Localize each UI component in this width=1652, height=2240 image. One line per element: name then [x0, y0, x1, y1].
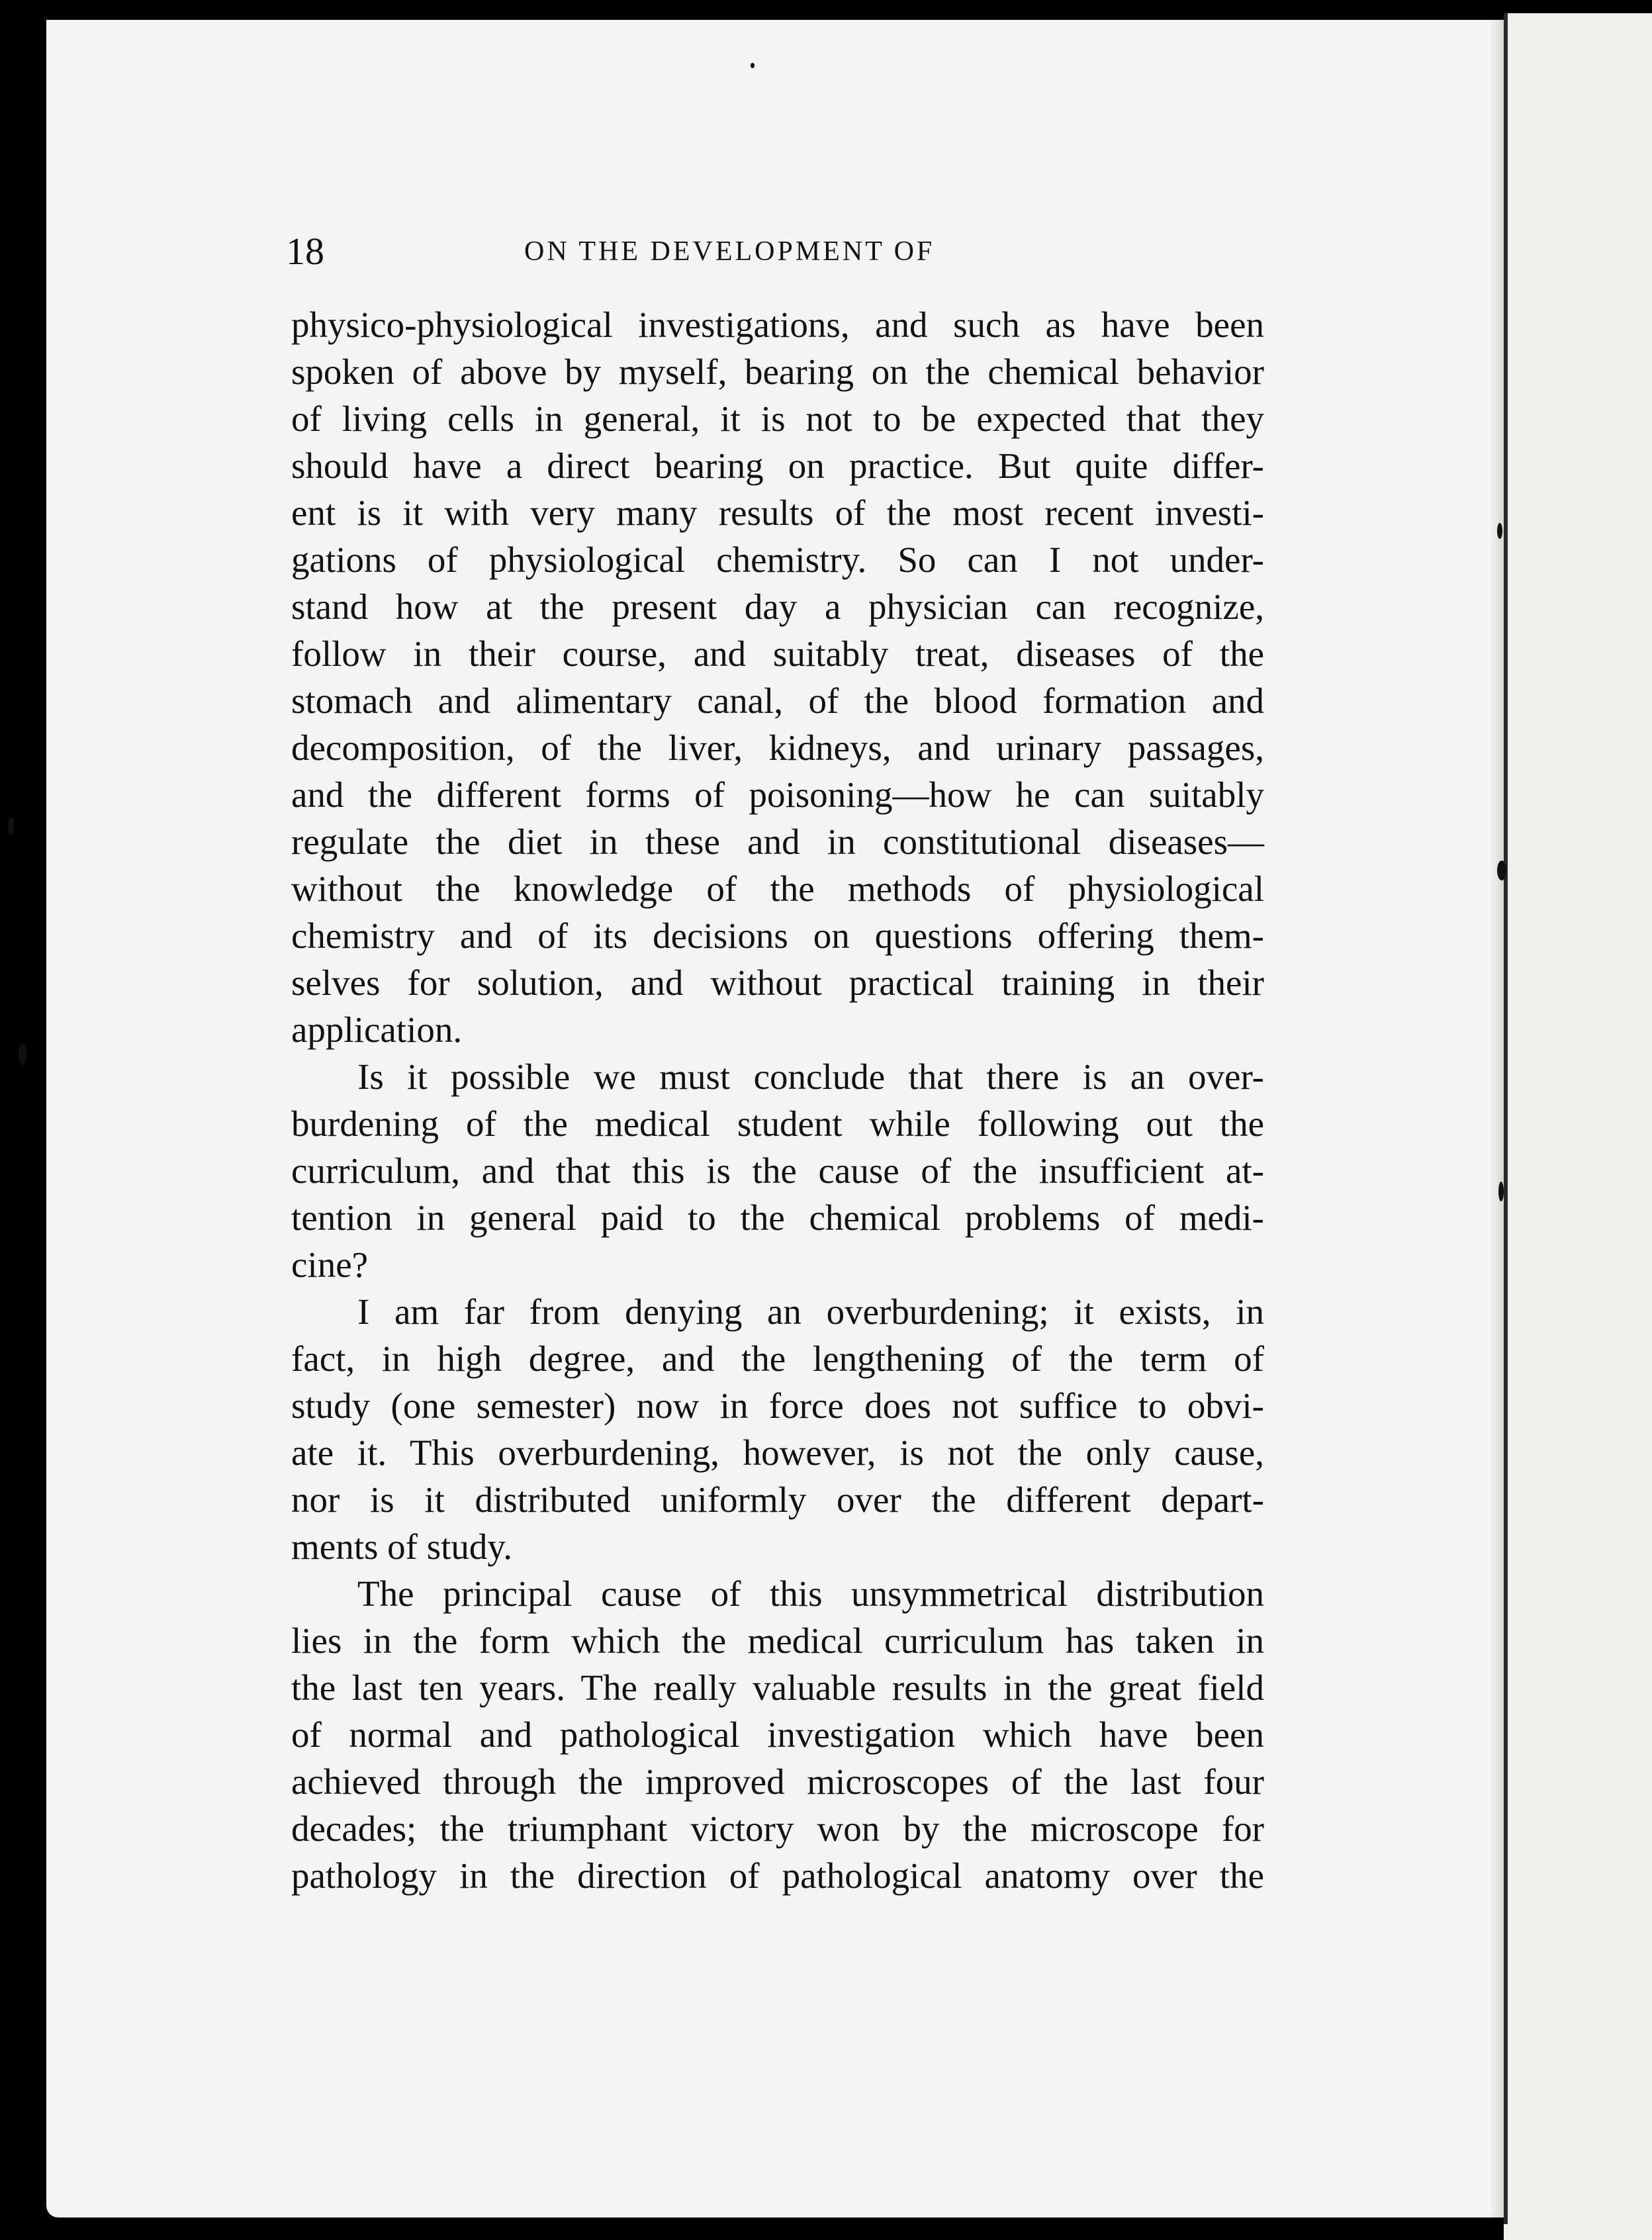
running-head-title: ON THE DEVELOPMENT OF [524, 236, 935, 267]
text-line: without the knowledge of the methods of physiological [291, 868, 1264, 909]
text-line: decades; the triumphant victory won by the microscope for [291, 1808, 1264, 1849]
paragraph [291, 1288, 1264, 1570]
page-number: 18 [286, 230, 324, 273]
running-head [286, 225, 1252, 278]
text-line: of normal and pathological investigation which have been [291, 1714, 1264, 1755]
text-line: decomposition, of the liver, kidneys, and urinary passages, [291, 727, 1264, 768]
text-line: and the different forms of poisoning—how he can suitably [291, 774, 1264, 815]
text-line: I am far from denying an overburdening; it exists, in [357, 1291, 1264, 1332]
text-line: cine? [291, 1244, 369, 1285]
text-line: lies in the form which the medical curriculum has taken in [291, 1620, 1264, 1661]
text-line: nor is it distributed uniformly over the different depart- [291, 1479, 1264, 1520]
text-line: of living cells in general, it is not to be expected that they [291, 398, 1264, 439]
text-line: The principal cause of this unsymmetrical distribution [357, 1573, 1264, 1614]
text-line: ent is it with very many results of the most recent investi- [291, 492, 1264, 533]
page-edge-shadow [1489, 20, 1504, 2217]
page-gutter-line [1504, 13, 1508, 2224]
text-line: the last ten years. The really valuable results in the great field [291, 1667, 1264, 1708]
text-line: pathology in the direction of pathological anatomy over the [291, 1855, 1264, 1896]
text-line: stomach and alimentary canal, of the blood formation and [291, 680, 1264, 721]
text-line: gations of physiological chemistry. So can I not under- [291, 539, 1264, 580]
paragraph [291, 301, 1264, 1053]
text-line: ments of study. [291, 1526, 513, 1567]
text-line: should have a direct bearing on practice. But quite differ- [291, 445, 1264, 486]
text-line: ate it. This overburdening, however, is not the only cause, [291, 1432, 1264, 1473]
text-line: stand how at the present day a physician can recognize, [291, 586, 1264, 627]
text-line: curriculum, and that this is the cause of the insufficient at- [291, 1150, 1264, 1191]
scan-speck [19, 1043, 26, 1065]
facing-page-sliver [1504, 13, 1652, 2240]
scan-speck [1497, 861, 1506, 880]
text-line: tention in general paid to the chemical problems of medi- [291, 1197, 1264, 1238]
scan-speck [8, 817, 15, 835]
text-line: burdening of the medical student while following out the [291, 1103, 1264, 1144]
paragraph [291, 1053, 1264, 1288]
scan-speck [1497, 523, 1502, 539]
text-line: application. [291, 1009, 463, 1050]
text-line: study (one semester) now in force does not suffice to obvi- [291, 1385, 1264, 1426]
body-text [291, 301, 1264, 1899]
text-line: spoken of above by myself, bearing on the chemical behavior [291, 351, 1264, 392]
text-line: regulate the diet in these and in constitutional diseases— [291, 821, 1264, 862]
text-line: fact, in high degree, and the lengthening of the term of [291, 1338, 1264, 1379]
paragraph [291, 1570, 1264, 1899]
text-line: achieved through the improved microscopes of the last four [291, 1761, 1264, 1802]
text-line: selves for solution, and without practical training in their [291, 962, 1264, 1003]
scan-speck [751, 63, 755, 68]
text-line: follow in their course, and suitably treat, diseases of the [291, 633, 1264, 674]
text-line: physico-physiological investigations, and such as have been [291, 304, 1264, 345]
text-line: Is it possible we must conclude that there is an over- [357, 1056, 1264, 1097]
text-line: chemistry and of its decisions on questions offering them- [291, 915, 1264, 956]
scan-speck [1498, 1182, 1504, 1201]
